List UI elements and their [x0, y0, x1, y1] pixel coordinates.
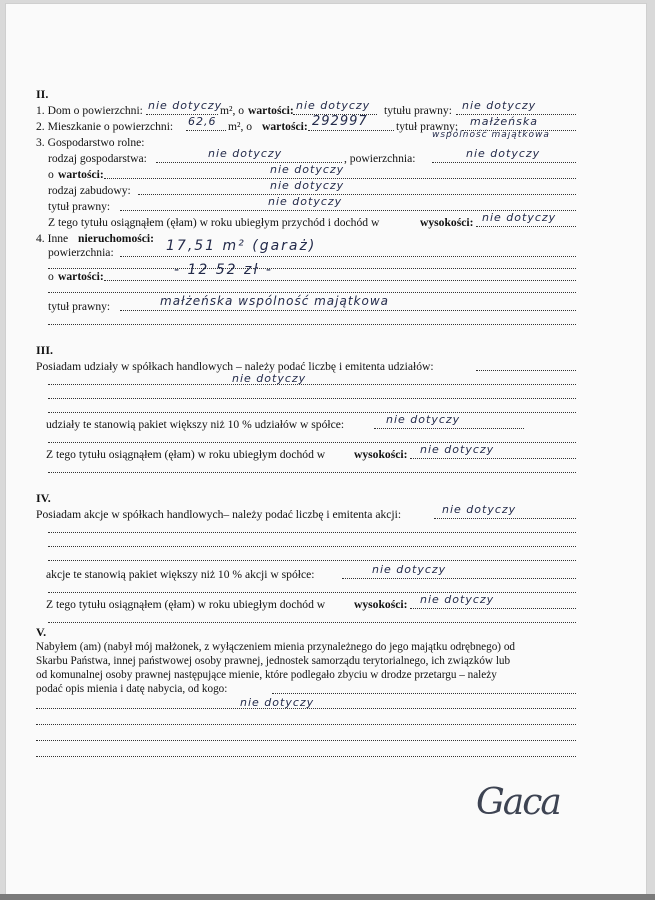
farm-label: 3. Gospodarstwo rolne:: [36, 136, 145, 149]
shares-packet-label: udziały te stanowią pakiet większy niż 10 % udziałów w spółce:: [46, 418, 345, 431]
farm-title-label: tytuł prawny:: [48, 200, 111, 213]
handwritten-stocks-packet: nie dotyczy: [372, 563, 447, 576]
farm-buildings-label: rodzaj zabudowy:: [48, 184, 131, 197]
handwritten-house-value: nie dotyczy: [296, 99, 371, 112]
farm-income-bold: wysokości:: [420, 216, 474, 229]
handwritten-farm-buildings: nie dotyczy: [270, 179, 345, 192]
scan-bottom-edge: [0, 894, 655, 900]
handwritten-stocks: nie dotyczy: [442, 503, 517, 516]
farm-type-label: rodzaj gospodarstwa:: [48, 152, 147, 165]
stocks-packet-label: akcje te stanowią pakiet większy niż 10 % akcji w spółce:: [46, 568, 315, 581]
dotted-line: [48, 622, 576, 623]
handwritten-other-value: - 12 52 zł -: [174, 262, 273, 278]
handwritten-farm-value: nie dotyczy: [270, 163, 345, 176]
acquisition-line-2: Skarbu Państwa, innej państwowej osoby prawnej, jednostek samorządu terytorialnego, ich związków lub: [36, 655, 511, 667]
dotted-line: [48, 592, 576, 593]
flat-label: 2. Mieszkanie o powierzchni:: [36, 120, 174, 133]
flat-title-label: tytuł prawny:: [396, 120, 459, 133]
dotted-line: [410, 608, 576, 609]
handwritten-house-title: nie dotyczy: [462, 99, 537, 112]
handwritten-shares-income: nie dotyczy: [420, 443, 495, 456]
other-value-prefix: o: [48, 270, 54, 283]
handwritten-signature: Gaca: [476, 782, 560, 823]
dotted-line: [432, 162, 576, 163]
dotted-line: [434, 518, 576, 519]
shares-income-label: Z tego tytułu osiągnąłem (ęłam) w roku ubiegłym dochód w: [46, 448, 326, 461]
dotted-line: [476, 370, 576, 371]
dotted-line: [120, 256, 576, 257]
dotted-line: [48, 532, 576, 533]
dotted-line: [48, 546, 576, 547]
dotted-line: [308, 130, 394, 131]
handwritten-farm-title: nie dotyczy: [268, 195, 343, 208]
handwritten-flat-title: małżeńska: [470, 115, 538, 128]
dotted-line: [36, 724, 576, 725]
section-3-heading: III.: [36, 343, 54, 357]
flat-value-label: wartości:: [262, 120, 308, 133]
dotted-line: [48, 472, 576, 473]
shares-income-bold: wysokości:: [354, 448, 408, 461]
dotted-line: [48, 442, 576, 443]
stocks-income-label: Z tego tytułu osiągnąłem (ęłam) w roku ubiegłym dochód w: [46, 598, 326, 611]
handwritten-farm-area: nie dotyczy: [466, 147, 541, 160]
handwritten-other-area: 17,51 m² (garaż): [166, 238, 317, 254]
dotted-line: [186, 130, 226, 131]
house-label: 1. Dom o powierzchni:: [36, 104, 143, 117]
handwritten-farm-type: nie dotyczy: [208, 147, 283, 160]
acquisition-line-3: od komunalnej osoby prawnej następujące mienie, które podlegało zbyciu w drodze przetargu – należy: [36, 669, 497, 681]
house-title-label: tytułu prawny:: [384, 104, 452, 117]
dotted-line: [48, 268, 576, 269]
dotted-line: [342, 578, 576, 579]
house-unit: m², o: [220, 104, 245, 117]
handwritten-other-title: małżeńska wspólność majątkowa: [160, 294, 390, 308]
dotted-line: [48, 384, 576, 385]
farm-income-label: Z tego tytułu osiągnąłem (ęłam) w roku ubiegłym przychód i dochód w: [48, 216, 380, 229]
stocks-intro: Posiadam akcje w spółkach handlowych– należy podać liczbę i emitenta akcji:: [36, 508, 402, 521]
house-value-label: wartości:: [248, 104, 294, 117]
handwritten-flat-value: 292997: [312, 114, 368, 129]
section-5-heading: V.: [36, 625, 47, 639]
shares-intro: Posiadam udziały w spółkach handlowych – należy podać liczbę i emitenta udziałów:: [36, 360, 434, 373]
handwritten-flat-title-2: wspólność majątkowa: [432, 130, 550, 140]
dotted-line: [138, 194, 576, 195]
dotted-line: [48, 412, 576, 413]
handwritten-flat-area: 62,6: [188, 115, 217, 128]
dotted-line: [120, 310, 576, 311]
dotted-line: [48, 324, 576, 325]
acquisition-line-4: podać opis mienia i datę nabycia, od kogo:: [36, 683, 228, 695]
dotted-line: [272, 693, 576, 694]
dotted-line: [48, 398, 576, 399]
farm-value-prefix: o: [48, 168, 54, 181]
dotted-line: [476, 226, 576, 227]
dotted-line: [36, 756, 576, 757]
dotted-line: [410, 458, 576, 459]
handwritten-shares: nie dotyczy: [232, 372, 307, 385]
farm-area-label: , powierzchnia:: [344, 152, 416, 165]
flat-unit: m², o: [228, 120, 253, 133]
handwritten-stocks-income: nie dotyczy: [420, 593, 495, 606]
section-2-heading: II.: [36, 87, 49, 101]
dotted-line: [374, 428, 524, 429]
dotted-line: [48, 292, 576, 293]
dotted-line: [36, 740, 576, 741]
dotted-line: [48, 560, 576, 561]
other-area-label: powierzchnia:: [48, 246, 114, 259]
other-property-label: 4. Inne: [36, 232, 69, 245]
other-value-label: wartości:: [58, 270, 104, 283]
stocks-income-bold: wysokości:: [354, 598, 408, 611]
handwritten-house-area: nie dotyczy: [148, 99, 223, 112]
farm-value-label: wartości:: [58, 168, 104, 181]
handwritten-farm-income: nie dotyczy: [482, 211, 557, 224]
acquisition-line-1: Nabyłem (am) (nabył mój małżonek, z wyłączeniem mienia przynależnego do jego majątku odrębnego) od: [36, 641, 516, 653]
dotted-line: [104, 280, 576, 281]
other-property-bold: nieruchomości:: [78, 232, 154, 245]
handwritten-shares-packet: nie dotyczy: [386, 413, 461, 426]
handwritten-acquisition: nie dotyczy: [240, 696, 315, 709]
other-title-label: tytuł prawny:: [48, 300, 111, 313]
section-4-heading: IV.: [36, 491, 51, 505]
